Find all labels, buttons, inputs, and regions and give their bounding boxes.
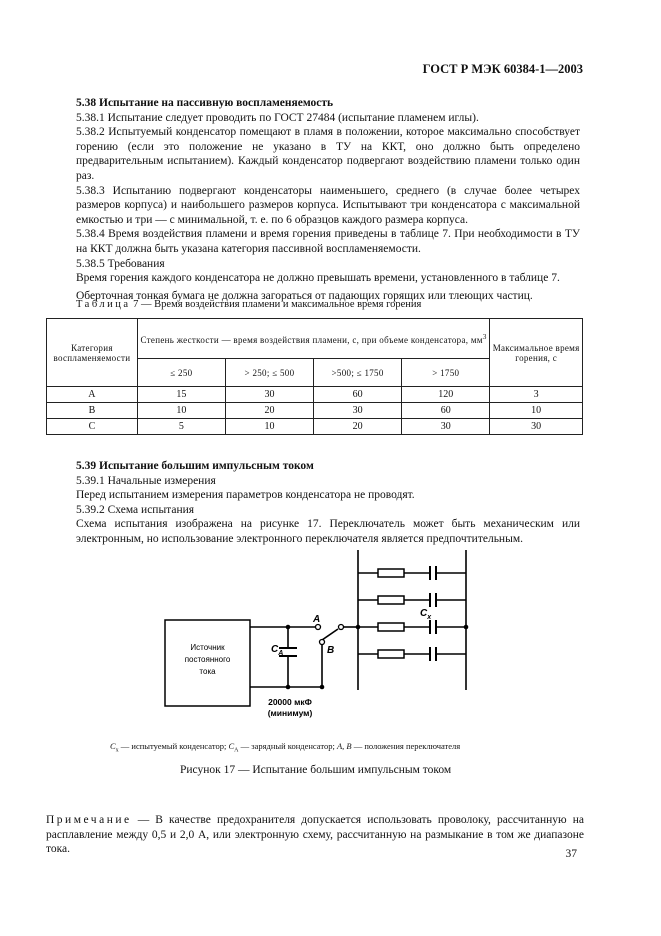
th-severity: Степень жесткости — время воздействия пламени, с, при объеме конденсатора, $мм^3$ xyxy=(137,319,490,359)
cell-category: B xyxy=(47,403,138,419)
para-5-38-4: 5.38.4 Время воздействия пламени и время горения приведены в таблице 7. При необходимости в ТУ на ККТ должна быть указана категория пассивной воспламеняемости. xyxy=(76,228,580,255)
source-label-2: постоянного xyxy=(184,655,231,664)
ca-label: $C_A$ xyxy=(271,644,284,657)
para-5-38-3: 5.38.3 Испытанию подвергают конденсаторы наименьшего, среднего (в случае более четырех размеров корпуса) и наибольшего размеров корпуса. Испытывают три конденсатора с максимальной емкостью и три — с минимальной, т. е. по 6 образцов каждого размера корпуса. xyxy=(76,184,580,226)
cell-time: 5 xyxy=(137,419,225,435)
cell-time: 15 xyxy=(137,387,225,403)
table-7-caption-word: Таблица xyxy=(76,299,131,310)
cell-time: 60 xyxy=(314,387,402,403)
contact-out xyxy=(339,625,344,630)
page-number: 37 xyxy=(565,848,577,860)
para-5-38-5-text: Время горения каждого конденсатора не должно превышать времени, установленного в таблице 7. xyxy=(76,272,560,285)
para-5-38-1: 5.38.1 Испытание следует проводить по ГОСТ 27484 (испытание пламенем иглы). xyxy=(76,111,479,124)
para-5-38-5-paper: Оберточная тонкая бумага не должна загораться от падающих горящих или тлеющих частиц. xyxy=(76,289,533,302)
th-volume: > 1750 xyxy=(402,359,490,387)
source-label-1: Источник xyxy=(190,643,225,652)
cell-max: 10 xyxy=(490,403,583,419)
section-5-38-title: 5.38 Испытание на пассивную воспламеняемость xyxy=(76,97,334,109)
para-5-39-2: 5.39.2 Схема испытания xyxy=(76,503,195,516)
note-text: — В качестве предохранителя допускается использовать проволоку, рассчитанную на расплавление между 0,5 и 2,0 А, или электронную схему, рассчитанную на размыкание в том же диапазоне тока. xyxy=(46,814,584,856)
cap-min: (минимум) xyxy=(267,708,313,718)
th-category: Категория воспламеняемости xyxy=(47,319,138,387)
b-label: B xyxy=(327,645,335,656)
cell-max: 30 xyxy=(490,419,583,435)
cell-time: 120 xyxy=(402,387,490,403)
note-word: Примечание xyxy=(46,814,132,826)
cx-label: $C_x$ xyxy=(420,608,432,621)
cell-category: C xyxy=(47,419,138,435)
contact-b xyxy=(320,640,325,645)
para-5-38-5: 5.38.5 Требования xyxy=(76,257,165,270)
cell-time: 30 xyxy=(402,419,490,435)
cell-time: 60 xyxy=(402,403,490,419)
table-7-caption-text: 7 — Время воздействия пламени и максимальное время горения xyxy=(130,299,422,310)
cell-time: 10 xyxy=(137,403,225,419)
cell-time: 20 xyxy=(314,419,402,435)
branch-4 xyxy=(358,647,466,661)
para-5-39-1-text: Перед испытанием измерения параметров конденсатора не проводят. xyxy=(76,489,415,502)
figure-legend: $C_x$ — испытуемый конденсатор; $C_A$ — зарядный конденсатор; A, B — положения переключателя xyxy=(110,741,461,754)
th-volume: >500; ≤ 1750 xyxy=(314,359,402,387)
figure-title: Рисунок 17 — Испытание большим импульсным током xyxy=(180,764,452,776)
cell-max: 3 xyxy=(490,387,583,403)
cap-value: 20000 мкФ xyxy=(268,697,312,707)
document-header: ГОСТ Р МЭК 60384-1—2003 xyxy=(422,62,583,76)
cell-time: 30 xyxy=(314,403,402,419)
para-5-38-2: 5.38.2 Испытуемый конденсатор помещают в пламя в положении, которое максимально способствует горению (если это положение не указано в ТУ на ККТ, оно должно быть определено предварительным испытанием). Каждый конденсатор подвергают воздействию пламени только один раз. xyxy=(76,126,580,182)
th-volume: > 250; ≤ 500 xyxy=(225,359,313,387)
cell-time: 30 xyxy=(225,387,313,403)
a-label: A xyxy=(313,614,321,625)
cell-time: 20 xyxy=(225,403,313,419)
section-5-39-title: 5.39 Испытание большим импульсным током xyxy=(76,460,314,472)
cell-category: A xyxy=(47,387,138,403)
th-volume: ≤ 250 xyxy=(137,359,225,387)
branch-1 xyxy=(358,566,466,580)
note xyxy=(46,813,584,857)
para-5-39-2-text: Схема испытания изображена на рисунке 17. Переключатель может быть механическим или электронным, но использование электронного переключателя является предпочтительным. xyxy=(76,518,580,545)
branch-2 xyxy=(358,593,466,607)
source-label-3: тока xyxy=(199,667,216,676)
th-max-time: Максимальное время горения, с xyxy=(490,319,583,387)
para-5-39-1: 5.39.1 Начальные измерения xyxy=(76,474,216,487)
contact-a xyxy=(316,625,321,630)
branch-3 xyxy=(358,620,466,634)
cell-time: 10 xyxy=(225,419,313,435)
